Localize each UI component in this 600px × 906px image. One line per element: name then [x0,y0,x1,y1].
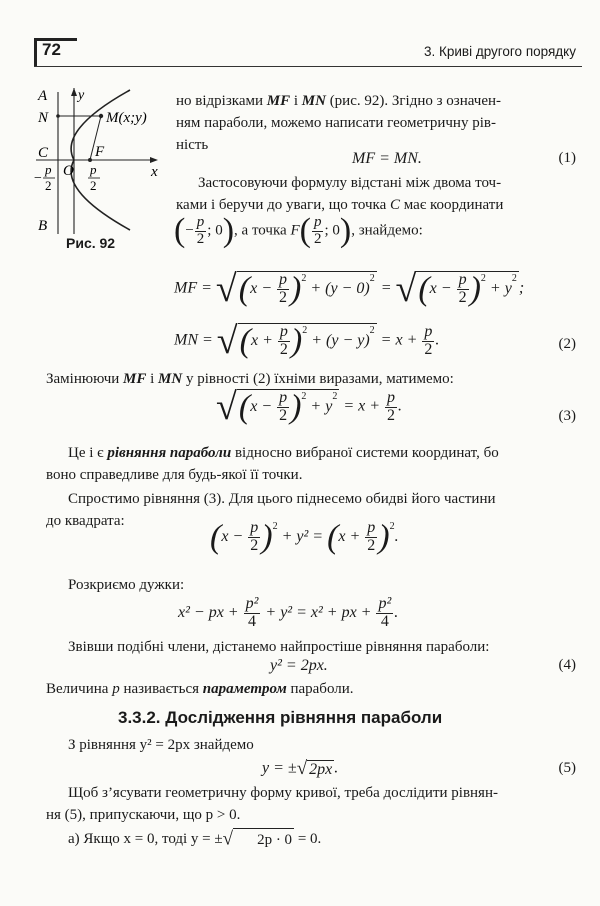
label-F: F [95,144,105,160]
mf-formula: MF = √(x − $\frac{p}{2}$ )$^2 + (y - 0)^2 = √(x$ − $\frac{p}{2}$ )$^2 + y^2$; [174,268,525,310]
x-axis-arrow [150,157,158,163]
figure-caption: Рис. 92 [66,235,116,251]
label-B: B [38,218,48,234]
mn-formula: MN = √(x + $\frac{p}{2}$ )$^2 + (y - y)^2 = x$ + $\frac{p}{2}$ . [174,320,440,362]
label-N: N [38,110,49,126]
label-x-axis: x [151,164,158,180]
paragraph-8: Величина p називається параметром параболи. [46,681,354,697]
paragraph-6: Розкриємо дужки: [68,577,185,593]
label-C: C [38,145,49,161]
equation-5-number: (5) [558,760,576,776]
label-M: M(x;y) [106,110,147,126]
paragraph-4: Це і є рівняння параболи відносно вибраної системи координат, бо воно справедливе для будь-якої її точки. [46,445,499,483]
paragraph-9: З рівняння y² = 2px знайдемо [68,737,254,753]
label-2: 2 [90,178,97,193]
label-p: p [90,162,97,177]
section-heading: 3.3.2. Дослідження рівняння параболи [118,708,443,727]
coordinates-line: (− $\frac{p}{2}$ ; 0), а точка F( $\frac{p}{2}$ ; 0), знайдемо: [174,212,423,249]
equation-5: y = ±√ 2px . [262,758,339,779]
equation-3-number: (3) [558,408,576,424]
paragraph-11: а) Якщо x = 0, тоді y = ±√ 2p · 0 = 0. [68,828,322,850]
squared-equation: (x − $\frac{p}{2}$ )$^2$ + y² = (x + $\frac{p}{2}$ )$^2$. [210,518,399,556]
header-rule [34,66,582,67]
page-number: 72 [42,40,61,59]
paragraph-10: Щоб з’ясувати геометричну форму кривої, треба дослідити рівнян- ня (5), припускаючи, що p > 0. [46,785,498,823]
running-title: 3. Криві другого порядку [423,44,576,59]
point-N [56,114,60,118]
equation-4: y² = 2px. [270,657,328,674]
equation-3: √(x − $\frac{p}{2}$ )$^2 + y^2 = x$ + $\frac{p}{2}$ . [216,386,403,428]
label-minus: − [34,171,42,186]
y-axis-arrow [71,88,77,96]
expanded-equation: x² − px + $\frac{\text{p²}}{4}$ + y² = x² + px + $\frac{\text{p²}}{4}$ . [178,595,399,630]
paragraph-7: Звівши подібні члени, дістанемо найпростіше рівняння параболи: [68,639,490,655]
label-A: A [38,88,48,104]
equation-4-number: (4) [558,657,576,673]
label-minus-p: p [45,162,52,177]
paragraph-5: Спростимо рівняння (3). Для цього піднесемо обидві його частини до квадрата: [46,491,496,529]
paragraph-2: Застосовуючи формулу відстані між двома точ- ками і беручи до уваги, що точка C має координати [176,175,504,213]
point-M [99,114,103,118]
equation-2-number: (2) [558,336,576,352]
label-O: O [63,163,74,179]
figure-92 [34,86,169,234]
label-minus-2: 2 [45,178,52,193]
label-y-axis: y [78,88,85,103]
equation-1: MF = MN. [352,150,422,167]
paragraph-1: но відрізками MF і MN (рис. 92). Згідно з означен- ням параболи, можемо написати геометричну рів- ність [176,93,502,153]
equation-1-number: (1) [558,150,576,166]
paragraph-3: Замінюючи MF і MN у рівності (2) їхніми виразами, матимемо: [46,371,454,387]
